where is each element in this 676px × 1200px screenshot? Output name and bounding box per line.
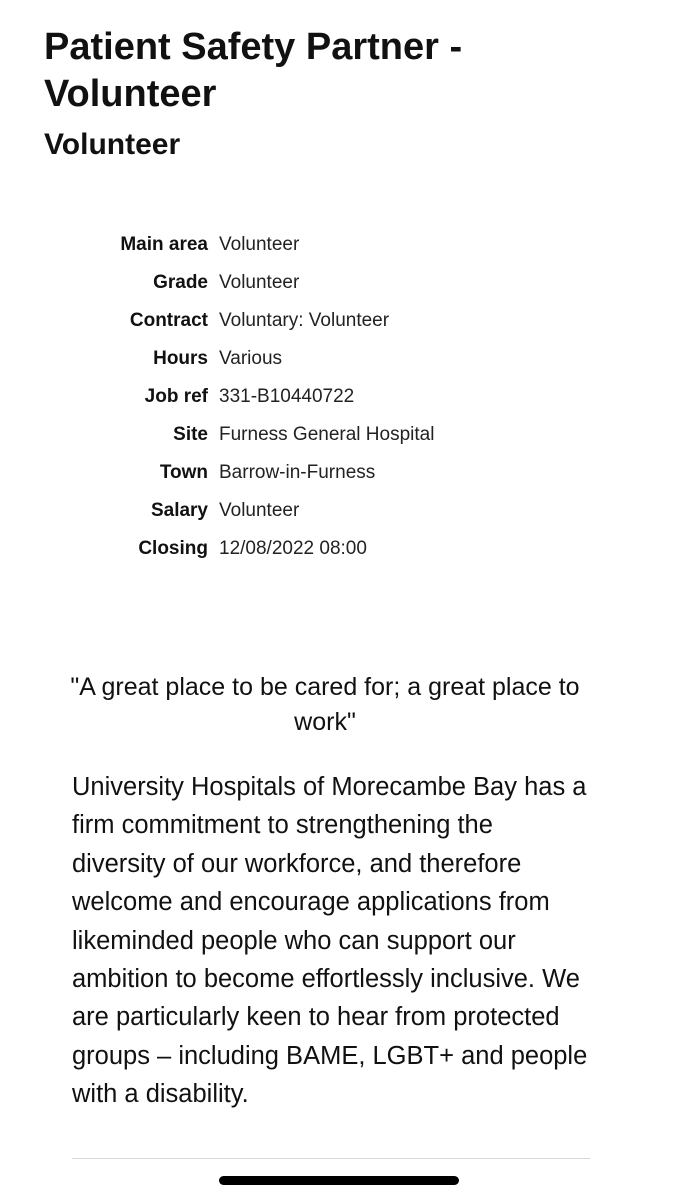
job-subtitle: Volunteer [44,128,181,161]
job-description-intro: University Hospitals of Morecambe Bay has a firm commitment to strengthening the diversity of our workforce, and therefore welcome and encourage applications from likeminded people who can support our ambition to become effortlessly inclusive. We are particularly keen to hear from protected groups – including BAME, LGBT+ and people with a disability. [72,773,588,1109]
detail-value: Barrow-in-Furness [219,462,376,483]
detail-row-grade [60,264,620,302]
detail-row-town [60,454,620,492]
detail-value: Furness General Hospital [219,424,435,445]
detail-row-site [60,416,620,454]
job-details-list [60,226,620,568]
section-divider [72,1158,590,1159]
detail-value: Volunteer [219,500,300,521]
job-title: Patient Safety Partner - Volunteer [44,26,463,115]
detail-label: Salary [150,500,208,521]
detail-label: Main area [120,234,208,255]
detail-value: Volunteer [219,234,300,255]
detail-row-closing [60,530,620,568]
detail-row-salary [60,492,620,530]
detail-row-main-area [60,226,620,264]
detail-label: Job ref [144,386,208,407]
detail-value: 12/08/2022 08:00 [219,538,367,559]
detail-label: Town [159,462,208,483]
detail-value: Voluntary: Volunteer [219,310,390,331]
detail-label: Hours [153,348,208,369]
home-indicator[interactable] [219,1176,459,1185]
detail-value: Various [219,348,283,369]
detail-value: 331-B10440722 [219,386,355,407]
detail-row-contract [60,302,620,340]
detail-label: Site [173,424,208,445]
job-tagline: "A great place to be cared for; a great place to work" [70,673,580,736]
detail-row-hours [60,340,620,378]
detail-label: Grade [153,272,208,293]
detail-row-job-ref [60,378,620,416]
detail-label: Closing [138,538,208,559]
detail-value: Volunteer [219,272,300,293]
detail-label: Contract [129,310,208,331]
